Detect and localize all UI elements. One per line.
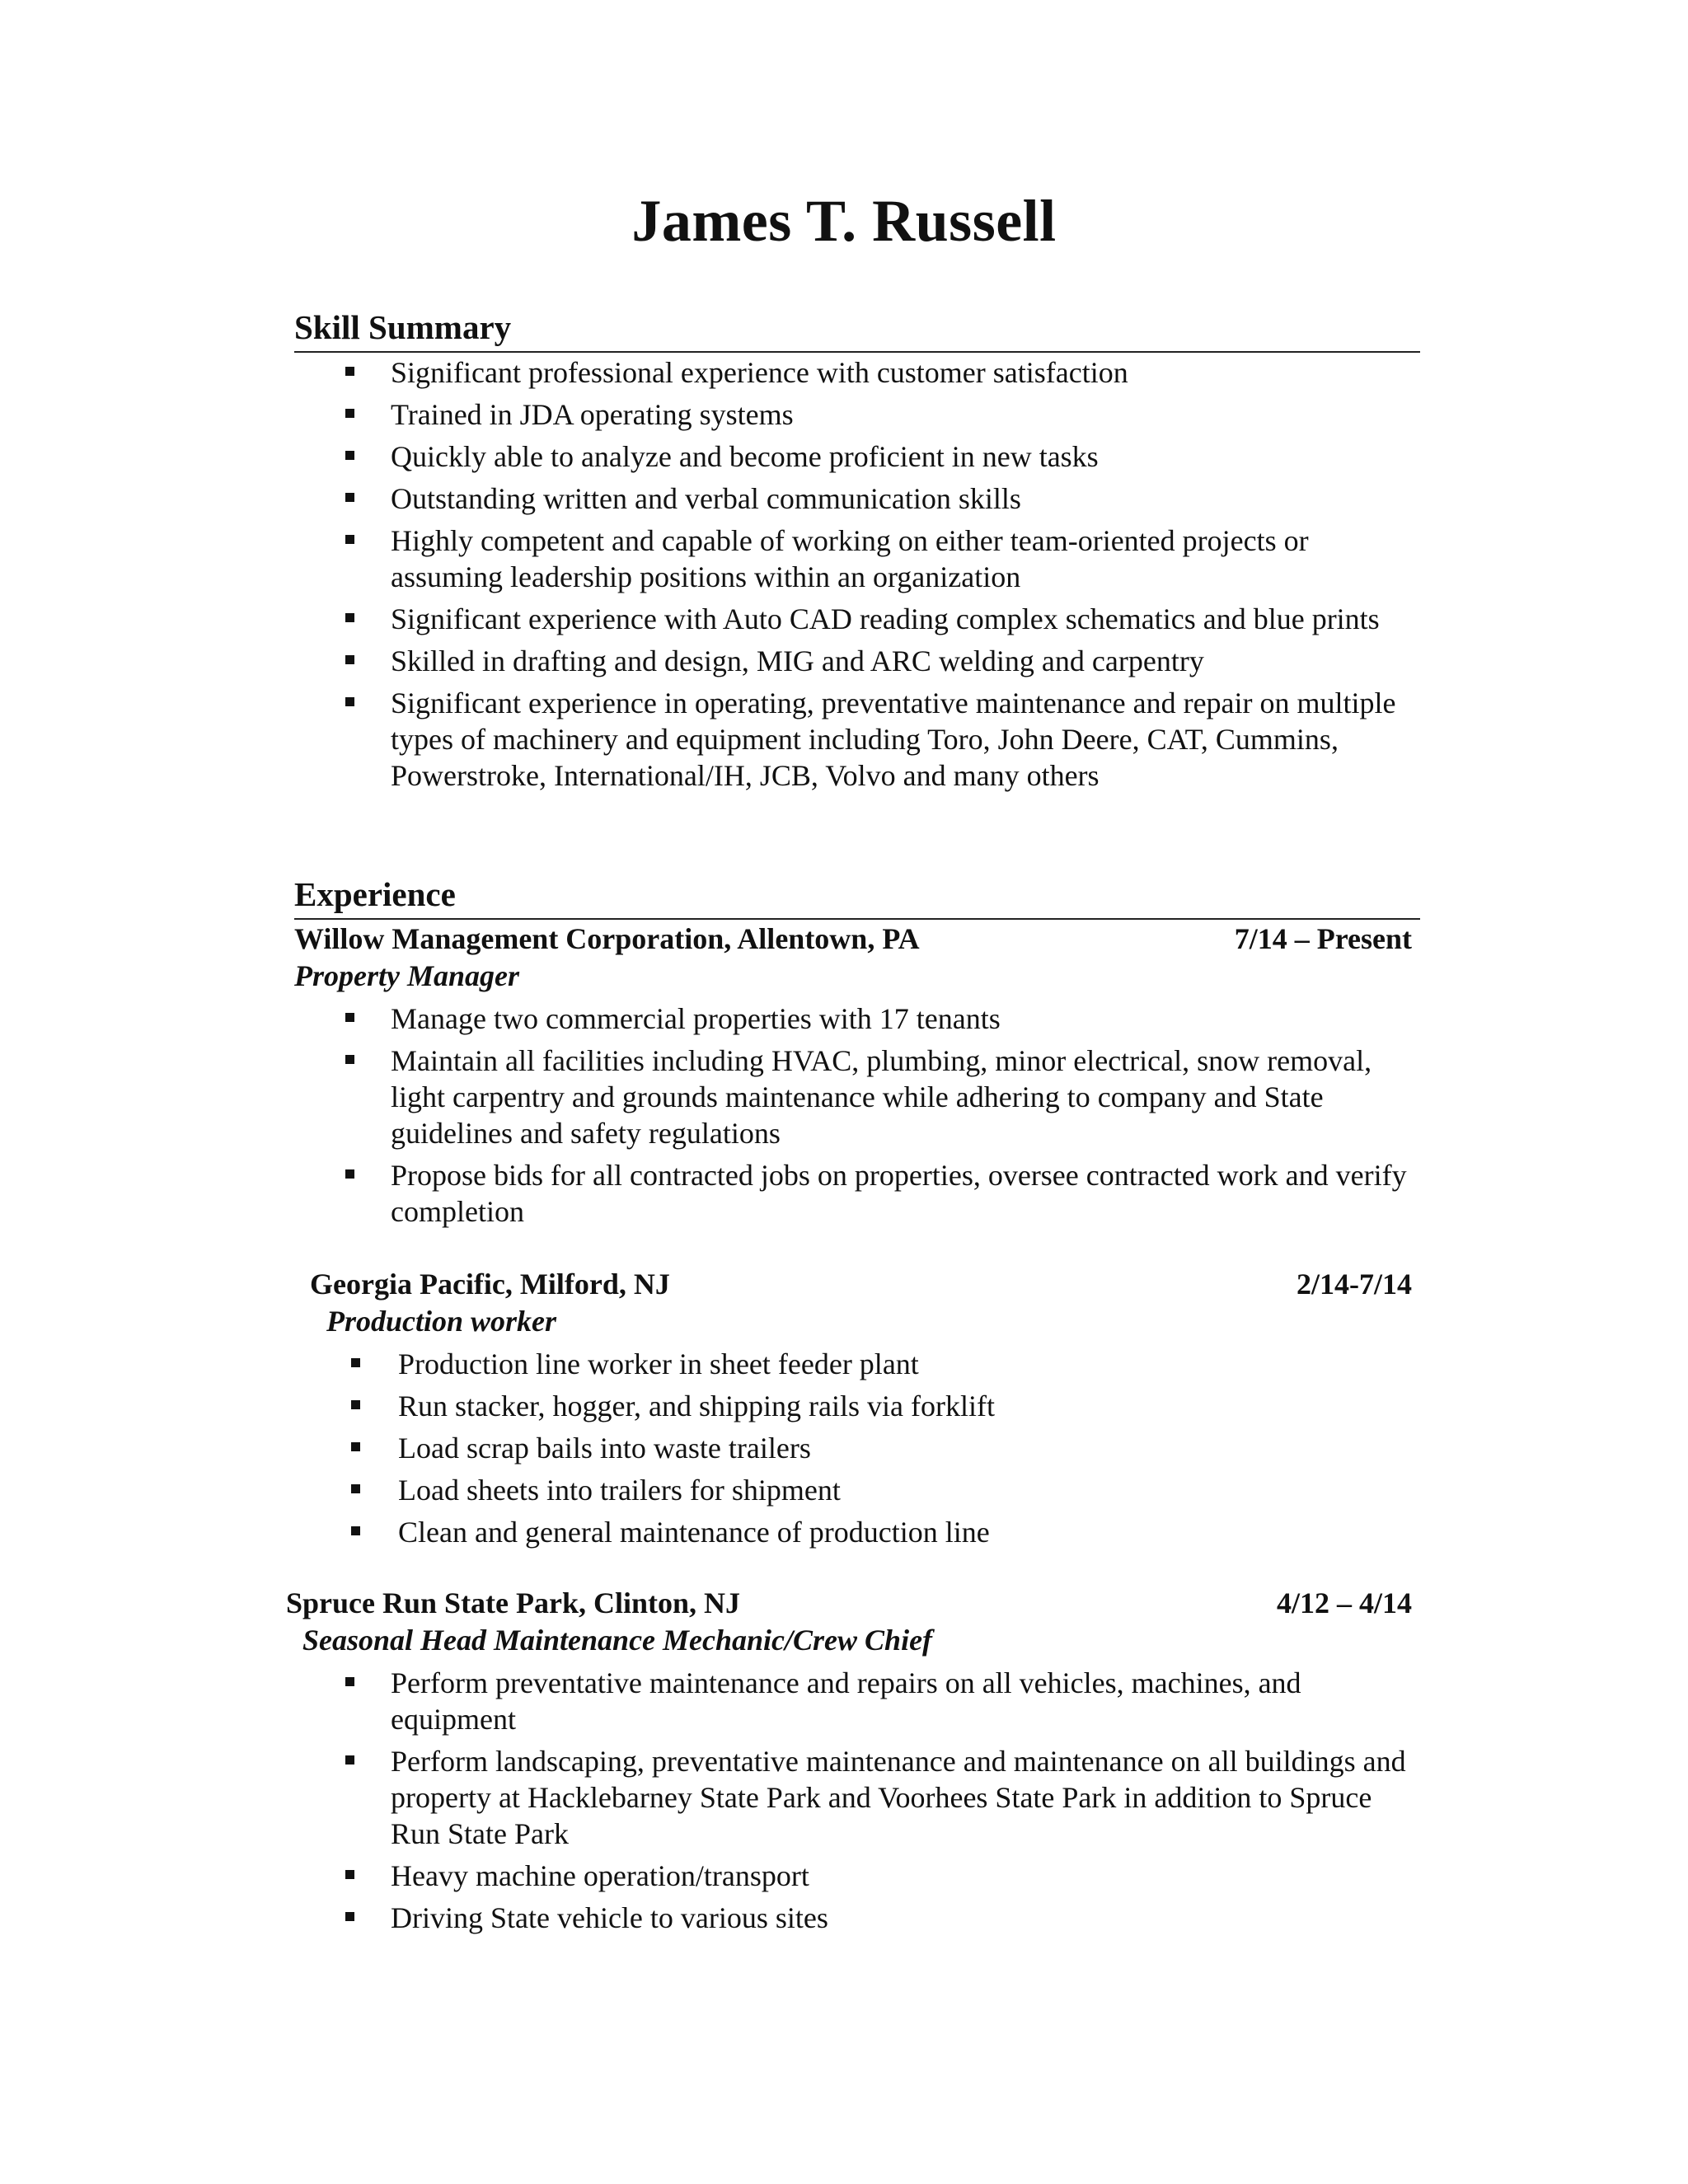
square-bullet-icon — [345, 1912, 354, 1921]
list-item: Significant professional experience with customer satisfaction — [294, 354, 1420, 391]
list-item: Trained in JDA operating systems — [294, 396, 1420, 433]
job-dates: 7/14 – Present — [1234, 922, 1412, 955]
list-item: Driving State vehicle to various sites — [286, 1900, 1412, 1936]
job-employer: Willow Management Corporation, Allentown, PA — [294, 922, 920, 955]
list-item: Quickly able to analyze and become proficient in new tasks — [294, 438, 1420, 475]
list-item: Outstanding written and verbal communication skills — [294, 480, 1420, 517]
square-bullet-icon — [351, 1484, 360, 1493]
job-employer: Spruce Run State Park, Clinton, NJ — [286, 1586, 741, 1619]
list-item: Perform landscaping, preventative maintenance and maintenance on all buildings and property at Hacklebarney State Park and Voorhees State Park in addition to Spruce Run State Park — [286, 1743, 1412, 1852]
job-header — [286, 1584, 1412, 1622]
job-dates: 2/14-7/14 — [1296, 1268, 1412, 1301]
square-bullet-icon — [345, 1755, 354, 1765]
square-bullet-icon — [345, 409, 354, 418]
job-header — [310, 1265, 1412, 1303]
job-dates: 4/12 – 4/14 — [1276, 1586, 1412, 1619]
list-item: Significant experience in operating, preventative maintenance and repair on multiple types of machinery and equipment including Toro, John Deere, CAT, Cummins, Powerstroke, International/IH, JCB, Volvo and many others — [294, 685, 1420, 794]
job-title: Seasonal Head Maintenance Mechanic/Crew Chief — [302, 1624, 933, 1657]
list-item: Significant experience with Auto CAD reading complex schematics and blue prints — [294, 601, 1420, 637]
square-bullet-icon — [345, 1677, 354, 1686]
job-entry — [294, 920, 1412, 1235]
square-bullet-icon — [345, 1055, 354, 1064]
job-duties-list — [310, 1346, 1412, 1550]
list-item: Clean and general maintenance of production line — [310, 1514, 1412, 1550]
list-item: Production line worker in sheet feeder plant — [310, 1346, 1412, 1382]
skill-summary-list — [294, 354, 1420, 794]
square-bullet-icon — [351, 1526, 360, 1535]
square-bullet-icon — [351, 1400, 360, 1409]
list-item: Skilled in drafting and design, MIG and ARC welding and carpentry — [294, 643, 1420, 679]
list-item: Heavy machine operation/transport — [286, 1858, 1412, 1894]
experience-section — [294, 874, 1420, 920]
list-item: Maintain all facilities including HVAC, plumbing, minor electrical, snow removal, light carpentry and grounds maintenance while adhering to company and State guidelines and safety regulations — [294, 1043, 1412, 1151]
job-entry — [310, 1265, 1412, 1556]
job-header — [294, 920, 1412, 958]
job-duties-list — [294, 1001, 1412, 1230]
experience-heading: Experience — [294, 874, 1420, 920]
square-bullet-icon — [351, 1442, 360, 1451]
job-title: Property Manager — [294, 959, 519, 992]
list-item: Highly competent and capable of working on either team-oriented projects or assuming leadership positions within an organization — [294, 523, 1420, 595]
job-entry — [286, 1584, 1412, 1942]
job-duties-list — [286, 1665, 1412, 1936]
resume-name: James T. Russell — [631, 188, 1057, 254]
list-item: Load sheets into trailers for shipment — [310, 1472, 1412, 1508]
list-item: Perform preventative maintenance and repairs on all vehicles, machines, and equipment — [286, 1665, 1412, 1737]
square-bullet-icon — [345, 493, 354, 502]
job-employer: Georgia Pacific, Milford, NJ — [310, 1268, 670, 1301]
square-bullet-icon — [345, 1870, 354, 1879]
skill-summary-heading: Skill Summary — [294, 307, 1420, 353]
square-bullet-icon — [345, 697, 354, 706]
square-bullet-icon — [345, 613, 354, 622]
list-item: Propose bids for all contracted jobs on properties, oversee contracted work and verify completion — [294, 1157, 1412, 1230]
square-bullet-icon — [351, 1358, 360, 1367]
square-bullet-icon — [345, 1013, 354, 1022]
square-bullet-icon — [345, 367, 354, 376]
job-title: Production worker — [326, 1305, 557, 1338]
list-item: Run stacker, hogger, and shipping rails via forklift — [310, 1388, 1412, 1424]
skill-summary-section — [294, 307, 1420, 799]
square-bullet-icon — [345, 535, 354, 544]
list-item: Manage two commercial properties with 17 tenants — [294, 1001, 1412, 1037]
square-bullet-icon — [345, 451, 354, 460]
square-bullet-icon — [345, 655, 354, 664]
list-item: Load scrap bails into waste trailers — [310, 1430, 1412, 1466]
square-bullet-icon — [345, 1169, 354, 1179]
